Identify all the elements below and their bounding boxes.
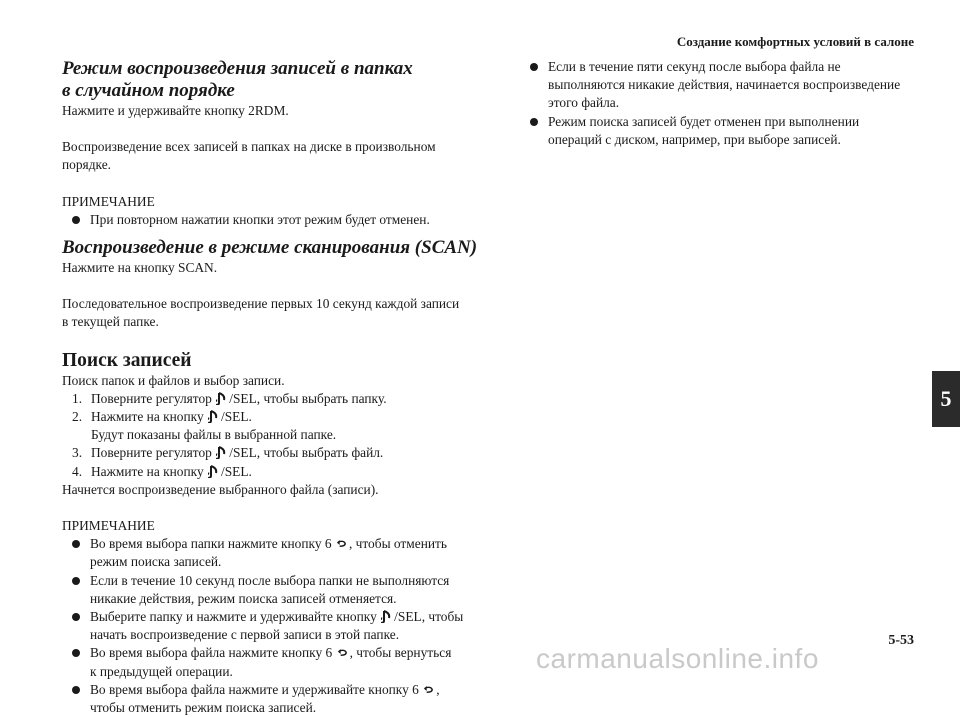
bullet-icon (530, 118, 538, 126)
rdm-note-text: При повторном нажатии кнопки этот режим будет отменен. (90, 211, 430, 227)
note-text-line2: операций с диском, например, при выборе записей. (548, 131, 841, 147)
step-text: Нажмите на кнопку (91, 463, 204, 479)
search-note-3 (62, 608, 482, 644)
running-header: Создание комфортных условий в салоне (676, 34, 914, 49)
scan-description (62, 295, 482, 331)
step-text: Поверните регулятор (91, 390, 212, 406)
left-column (62, 58, 482, 717)
rdm-note-label: ПРИМЕЧАНИЕ (62, 193, 155, 209)
bullet-icon (72, 613, 80, 621)
search-step-1 (62, 390, 482, 408)
scan-heading: Воспроизведение в режиме сканирования (SCAN) (62, 237, 478, 259)
search-intro: Поиск папок и файлов и выбор записи. (62, 372, 285, 388)
note-text: Если в течение 10 секунд после выбора папки не выполняются (90, 572, 450, 588)
bullet-icon (530, 63, 538, 71)
page-number: 5-53 (888, 633, 914, 648)
note-text: Если в течение пяти секунд после выбора файла не (548, 59, 841, 74)
search-note-2 (62, 572, 482, 608)
search-note-4 (62, 644, 482, 680)
note-text-tail: , чтобы вернуться (349, 645, 452, 661)
search-step-3 (62, 444, 482, 462)
right-note-2 (520, 113, 910, 149)
step-text-tail: /SEL, чтобы выбрать файл. (229, 445, 384, 461)
rdm-note-item (62, 211, 482, 229)
return-arrow-icon (336, 537, 347, 550)
step-number: 3. (72, 445, 83, 461)
search-step-2-sub: Будут показаны файлы в выбранной папке. (91, 427, 337, 443)
note-text: Режим поиска записей будет отменен при выполнении (548, 113, 860, 129)
search-result: Начнется воспроизведение выбранного файла (записи). (62, 481, 379, 497)
rdm-description (62, 138, 482, 174)
note-text-line2: чтобы отменить режим поиска записей. (90, 700, 317, 716)
bullet-icon (72, 686, 80, 694)
note-text: Во время выбора папки нажмите кнопку 6 (90, 536, 332, 552)
rdm-desc-line1: Воспроизведение всех записей в папках на диске в произвольном (62, 139, 436, 155)
step-text-tail: /SEL. (221, 463, 252, 479)
right-column (520, 58, 910, 149)
note-text-line2: никакие действия, режим поиска записей отменяется. (90, 590, 397, 606)
note-text-line2: выполняются никакие действия, начинается воспроизведение (548, 77, 901, 93)
scan-desc-line1: Последовательное воспроизведение первых 10 секунд каждой записи (62, 296, 460, 312)
music-note-knob-icon (216, 392, 227, 405)
rdm-desc-line2: порядке. (62, 157, 111, 173)
scan-instruction: Нажмите на кнопку SCAN. (62, 260, 218, 276)
search-note-1 (62, 535, 482, 571)
music-note-knob-icon (208, 465, 219, 478)
bullet-icon (72, 540, 80, 548)
note-text: Во время выбора файла нажмите и удерживайте кнопку 6 (90, 681, 419, 697)
search-note-5 (62, 681, 482, 717)
note-text-line2: начать воспроизведение с первой записи в этой папке. (90, 627, 400, 643)
music-note-knob-icon (208, 410, 219, 423)
step-number: 2. (72, 409, 83, 425)
note-text: Выберите папку и нажмите и удерживайте кнопку (90, 609, 377, 625)
bullet-icon (72, 649, 80, 657)
scan-desc-line2: в текущей папке. (62, 314, 159, 330)
return-arrow-icon (423, 683, 434, 696)
note-text-line2: режим поиска записей. (90, 554, 222, 570)
note-text-line2: к предыдущей операции. (90, 663, 233, 679)
search-heading: Поиск записей (62, 349, 192, 371)
note-text-tail: /SEL, чтобы (394, 609, 464, 625)
step-number: 4. (72, 463, 83, 479)
note-text-tail: , чтобы отменить (348, 536, 447, 552)
step-text-tail: /SEL, чтобы выбрать папку. (229, 390, 387, 406)
search-note-label: ПРИМЕЧАНИЕ (62, 518, 155, 534)
step-number: 1. (72, 390, 83, 406)
rdm-heading-line2: в случайном порядке (62, 80, 235, 101)
note-text-line3: этого файла. (548, 95, 620, 111)
note-text-tail: , (436, 681, 440, 697)
music-note-knob-icon (381, 610, 392, 623)
note-text: Во время выбора файла нажмите кнопку 6 (90, 645, 333, 661)
watermark: carmanualsonline.info (536, 643, 819, 674)
bullet-icon (72, 216, 80, 224)
search-step-4 (62, 463, 482, 481)
music-note-knob-icon (216, 446, 227, 459)
step-text: Нажмите на кнопку (91, 409, 204, 425)
step-text: Поверните регулятор (91, 445, 212, 461)
step-text-tail: /SEL. (221, 409, 252, 425)
return-arrow-icon (337, 646, 348, 659)
right-note-1 (520, 58, 910, 113)
section-tab: 5 (932, 371, 960, 427)
bullet-icon (72, 577, 80, 585)
search-step-2 (62, 408, 482, 426)
rdm-heading-line1: Режим воспроизведения записей в папках (62, 58, 413, 79)
rdm-heading (62, 58, 482, 102)
rdm-instruction: Нажмите и удерживайте кнопку 2RDM. (62, 103, 289, 118)
